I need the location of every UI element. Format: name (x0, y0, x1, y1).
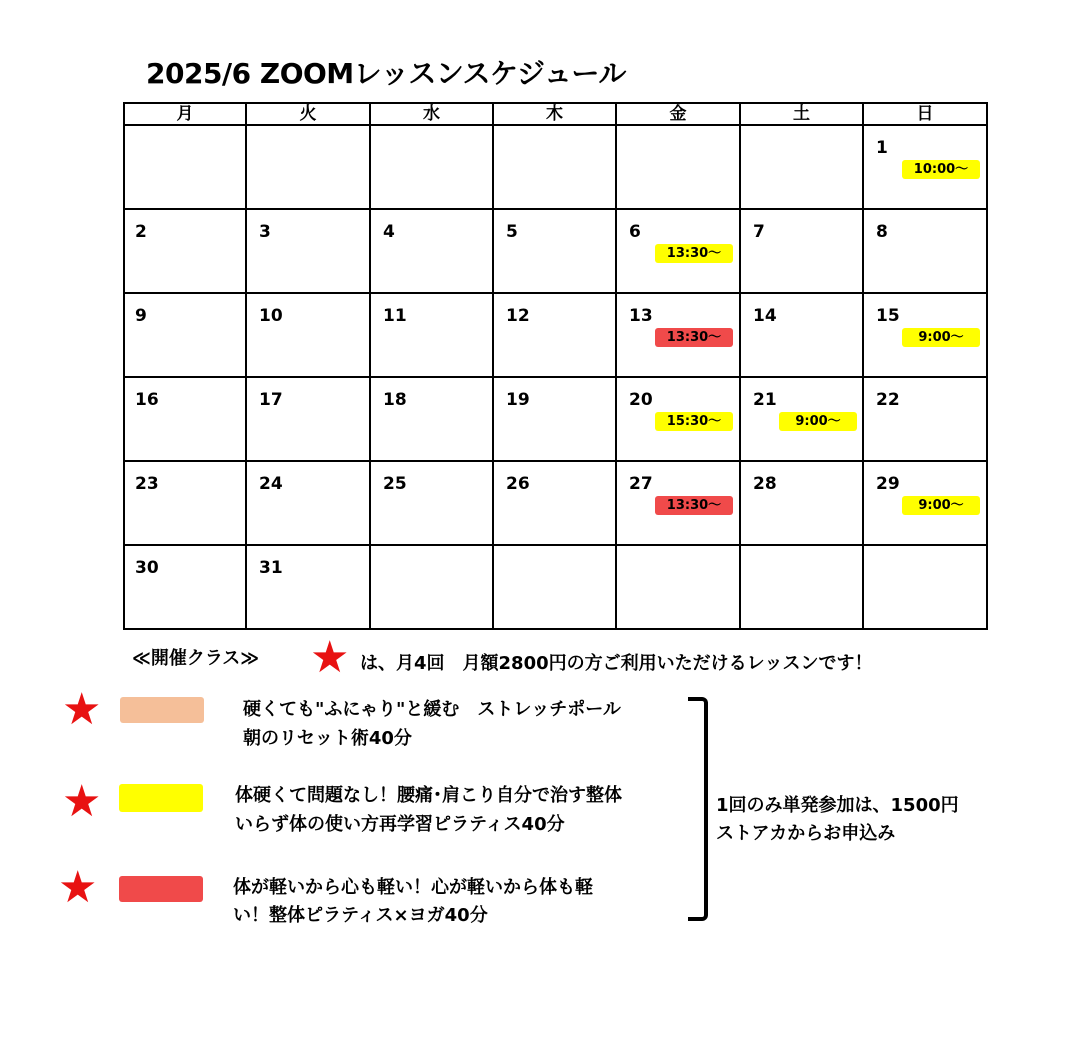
lesson-badge-1: 10:00〜 (902, 160, 980, 179)
class-swatch-pilates (119, 784, 203, 812)
single-line2: ストアカからお申込み (716, 823, 896, 844)
single-line1: 1回のみ単発参加は、1500円 (716, 795, 959, 816)
grid-line (739, 102, 741, 630)
day-number-28: 28 (753, 474, 777, 494)
star-icon: ★ (58, 862, 98, 913)
grid-line (123, 460, 988, 462)
grid-line (123, 102, 125, 630)
grid-line (986, 102, 988, 630)
day-number-19: 19 (506, 390, 530, 410)
star-icon: ★ (62, 776, 102, 827)
day-number-23: 23 (135, 474, 159, 494)
day-number-11: 11 (383, 306, 407, 326)
grid-line (615, 102, 617, 630)
class-2-line1: 体硬くて問題なし！腰痛･肩こり自分で治す整体 (235, 785, 622, 806)
class-1-line2: 朝のリセット術40分 (243, 728, 412, 749)
lesson-badge-6: 13:30〜 (655, 244, 733, 263)
grid-line (123, 628, 988, 630)
class-3-line1: 体が軽いから心も軽い！心が軽いから体も軽 (233, 877, 593, 898)
day-number-31: 31 (259, 558, 283, 578)
grid-line (492, 102, 494, 630)
day-number-30: 30 (135, 558, 159, 578)
class-2-line2: いらず体の使い方再学習ピラティス40分 (235, 814, 565, 835)
day-number-18: 18 (383, 390, 407, 410)
weekday-mon: 月 (176, 104, 194, 124)
star-icon: ★ (62, 684, 102, 735)
day-number-20: 20 (629, 390, 653, 410)
grid-line (862, 102, 864, 630)
lesson-badge-20: 15:30〜 (655, 412, 733, 431)
grid-line (245, 102, 247, 630)
day-number-3: 3 (259, 222, 271, 242)
day-number-13: 13 (629, 306, 653, 326)
lesson-badge-29: 9:00〜 (902, 496, 980, 515)
day-number-6: 6 (629, 222, 641, 242)
lesson-badge-15: 9:00〜 (902, 328, 980, 347)
day-number-21: 21 (753, 390, 777, 410)
star-note: は、月4回 月額2800円の方ご利用いただけるレッスンです！ (360, 653, 873, 674)
grid-line (369, 102, 371, 630)
weekday-tue: 火 (299, 104, 317, 124)
day-number-2: 2 (135, 222, 147, 242)
lesson-badge-27: 13:30〜 (655, 496, 733, 515)
grid-line (123, 544, 988, 546)
grid-line (123, 376, 988, 378)
star-icon: ★ (310, 632, 350, 683)
class-3-line2: い！整体ピラティス×ヨガ40分 (233, 905, 488, 926)
weekday-thu: 木 (546, 104, 563, 124)
day-number-29: 29 (876, 474, 900, 494)
day-number-1: 1 (876, 138, 888, 158)
day-number-5: 5 (506, 222, 518, 242)
day-number-9: 9 (135, 306, 147, 326)
weekday-fri: 金 (669, 104, 687, 124)
day-number-7: 7 (753, 222, 765, 242)
lesson-badge-13: 13:30〜 (655, 328, 733, 347)
day-number-8: 8 (876, 222, 888, 242)
weekday-sat: 土 (793, 104, 810, 124)
lesson-badge-21: 9:00〜 (779, 412, 857, 431)
day-number-10: 10 (259, 306, 283, 326)
legend-heading: ≪開催クラス≫ (132, 648, 260, 669)
day-number-24: 24 (259, 474, 283, 494)
calendar-grid (123, 102, 988, 630)
day-number-25: 25 (383, 474, 407, 494)
page-title: 2025/6 ZOOMレッスンスケジュール (146, 57, 626, 90)
grid-line (123, 208, 988, 210)
weekday-wed: 水 (423, 104, 440, 124)
day-number-12: 12 (506, 306, 530, 326)
day-number-15: 15 (876, 306, 900, 326)
bracket (688, 697, 708, 921)
day-number-17: 17 (259, 390, 283, 410)
day-number-26: 26 (506, 474, 530, 494)
class-1-line1: 硬くても"ふにゃり"と緩む ストレッチポール (243, 699, 621, 720)
day-number-27: 27 (629, 474, 653, 494)
day-number-22: 22 (876, 390, 900, 410)
day-number-4: 4 (383, 222, 395, 242)
grid-line (123, 292, 988, 294)
weekday-sun: 日 (916, 104, 934, 124)
day-number-16: 16 (135, 390, 159, 410)
class-swatch-yoga (119, 876, 203, 902)
day-number-14: 14 (753, 306, 777, 326)
class-swatch-stretch (120, 697, 204, 723)
